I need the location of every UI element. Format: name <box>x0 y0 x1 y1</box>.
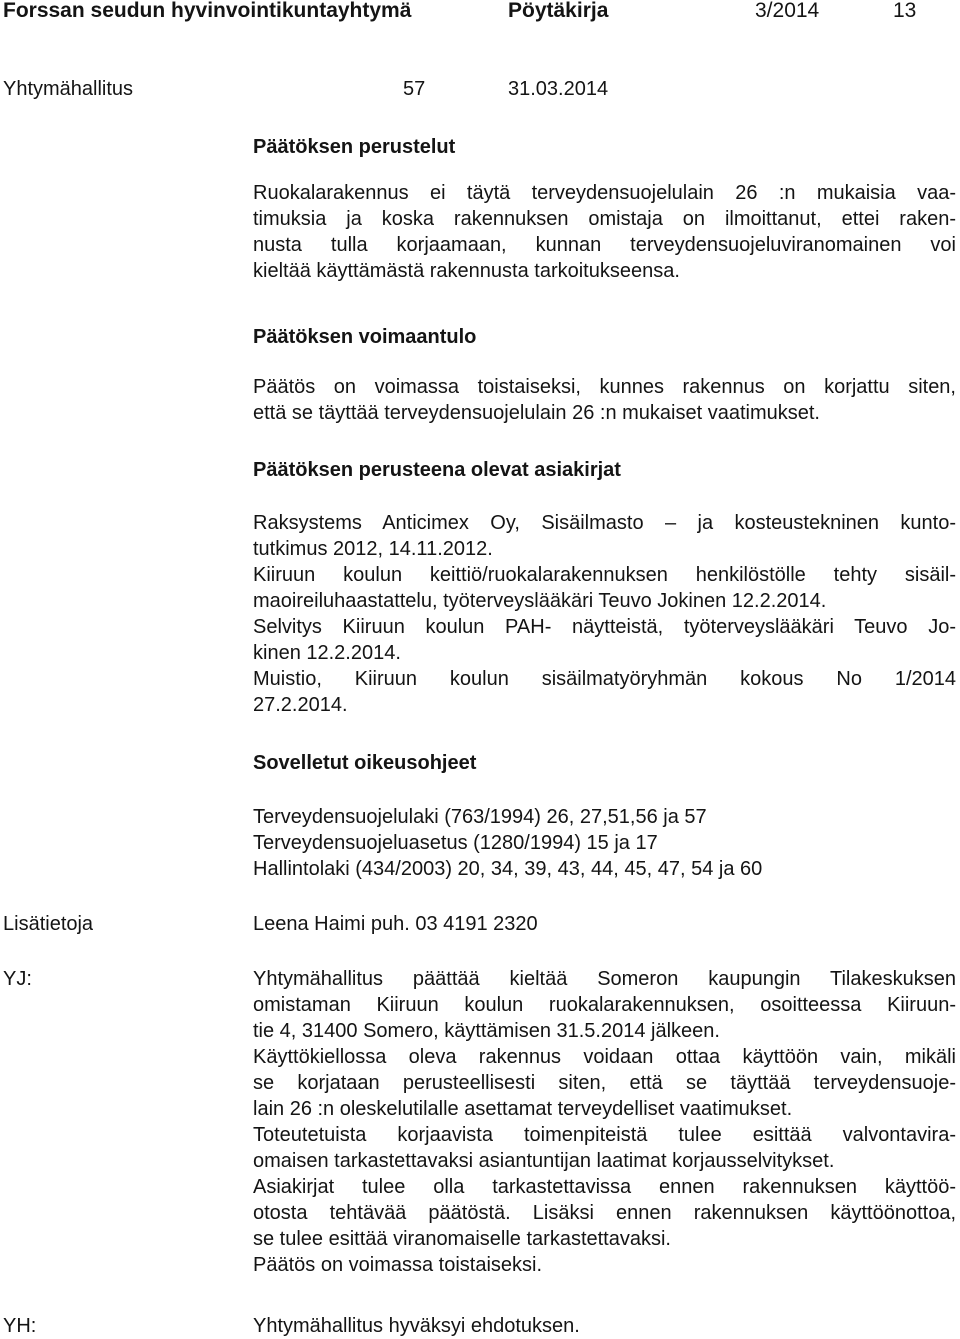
asiakirjat-line: kinen 12.2.2014. <box>253 642 401 664</box>
organization-name: Forssan seudun hyvinvointikuntayhtymä <box>3 0 412 22</box>
asiakirjat-line: maoireiluhaastattelu, työterveyslääkäri Teuvo Jokinen 12.2.2014. <box>253 590 827 612</box>
section-number: 57 <box>403 78 426 100</box>
yj-line: Yhtymähallitus päättää kieltää Someron kaupungin Tilakeskuksen <box>253 968 956 990</box>
perustelut-line: nusta tulla korjaamaan, kunnan terveydensuojeluviranomainen voi <box>253 234 956 256</box>
yj-label: YJ: <box>3 968 32 990</box>
body-name: Yhtymähallitus <box>3 78 134 100</box>
lisatietoja-contact: Leena Haimi puh. 03 4191 2320 <box>253 913 538 935</box>
yh-label: YH: <box>3 1315 37 1337</box>
yj-line: se korjataan perusteellisesti siten, että se täyttää terveydensuoje- <box>253 1072 956 1094</box>
lisatietoja-label: Lisätietoja <box>3 913 94 935</box>
meeting-date: 31.03.2014 <box>508 78 609 100</box>
asiakirjat-line: Raksystems Anticimex Oy, Sisäilmasto – ja kosteustekninen kunto- <box>253 512 956 534</box>
perustelut-line: timuksia ja koska rakennuksen omistaja on ilmoittanut, ettei raken- <box>253 208 956 230</box>
yj-line: otosta tehtävää päätöstä. Lisäksi ennen rakennuksen käyttöönottoa, <box>253 1202 956 1224</box>
yh-decision: Yhtymähallitus hyväksyi ehdotuksen. <box>253 1315 580 1337</box>
oikeusohje-line: Terveydensuojeluasetus (1280/1994) 15 ja 17 <box>253 832 658 854</box>
oikeusohje-line: Terveydensuojelulaki (763/1994) 26, 27,51,56 ja 57 <box>253 806 707 828</box>
yj-line: se tulee esittää viranomaiselle tarkastettavaksi. <box>253 1228 671 1250</box>
perustelut-line: Ruokalarakennus ei täytä terveydensuojelulain 26 :n mukaisia vaa- <box>253 182 956 204</box>
yj-line: Päätös on voimassa toistaiseksi. <box>253 1254 543 1276</box>
voimaantulo-line: että se täyttää terveydensuojelulain 26 :n mukaiset vaatimukset. <box>253 402 820 424</box>
yj-line: omistaman Kiiruun koulun ruokalarakennuksen, osoitteessa Kiiruun- <box>253 994 956 1016</box>
section-title-asiakirjat: Päätöksen perusteena olevat asiakirjat <box>253 459 621 481</box>
perustelut-line: kieltää käyttämästä rakennusta tarkoitukseensa. <box>253 260 680 282</box>
voimaantulo-paragraph <box>253 374 956 426</box>
oikeusohje-line: Hallintolaki (434/2003) 20, 34, 39, 43, 44, 45, 47, 54 ja 60 <box>253 858 763 880</box>
asiakirjat-list <box>253 510 956 718</box>
section-mark <box>387 76 401 102</box>
asiakirjat-line: Muistio, Kiiruun koulun sisäilmatyöryhmän kokous No 1/2014 <box>253 668 956 690</box>
asiakirjat-line: Kiiruun koulun keittiö/ruokalarakennuksen henkilöstölle tehty sisäil- <box>253 564 956 586</box>
document-type: Pöytäkirja <box>508 0 609 22</box>
section-title-oikeusohjeet: Sovelletut oikeusohjeet <box>253 752 477 774</box>
section-title-voimaantulo: Päätöksen voimaantulo <box>253 326 477 348</box>
yj-line: Toteutetuista korjaavista toimenpiteistä tulee esittää valvontavira- <box>253 1124 956 1146</box>
asiakirjat-line: 27.2.2014. <box>253 694 348 716</box>
asiakirjat-line: Selvitys Kiiruun koulun PAH- näytteistä, työterveyslääkäri Teuvo Jo- <box>253 616 956 638</box>
page-number: 13 <box>893 0 917 22</box>
yj-line: tie 4, 31400 Somero, käyttämisen 31.5.2014 jälkeen. <box>253 1020 720 1042</box>
yj-line: Käyttökiellossa oleva rakennus voidaan ottaa käyttöön vain, mikäli <box>253 1046 956 1068</box>
yj-line: Asiakirjat tulee olla tarkastettavissa ennen rakennuksen käyttöö- <box>253 1176 956 1198</box>
voimaantulo-line: Päätös on voimassa toistaiseksi, kunnes rakennus on korjattu siten, <box>253 376 956 398</box>
oikeusohjeet-list <box>253 804 956 882</box>
asiakirjat-line: tutkimus 2012, 14.11.2012. <box>253 538 493 560</box>
perustelut-paragraph <box>253 180 956 284</box>
yj-line: omaisen tarkastettavaksi asiantuntijan laatimat korjausselvitykset. <box>253 1150 835 1172</box>
yj-line: lain 26 :n oleskelutilalle asettamat terveydelliset vaatimukset. <box>253 1098 793 1120</box>
section-title-perustelut: Päätöksen perustelut <box>253 136 456 158</box>
document-number: 3/2014 <box>755 0 820 22</box>
yj-proposal <box>253 966 956 1278</box>
